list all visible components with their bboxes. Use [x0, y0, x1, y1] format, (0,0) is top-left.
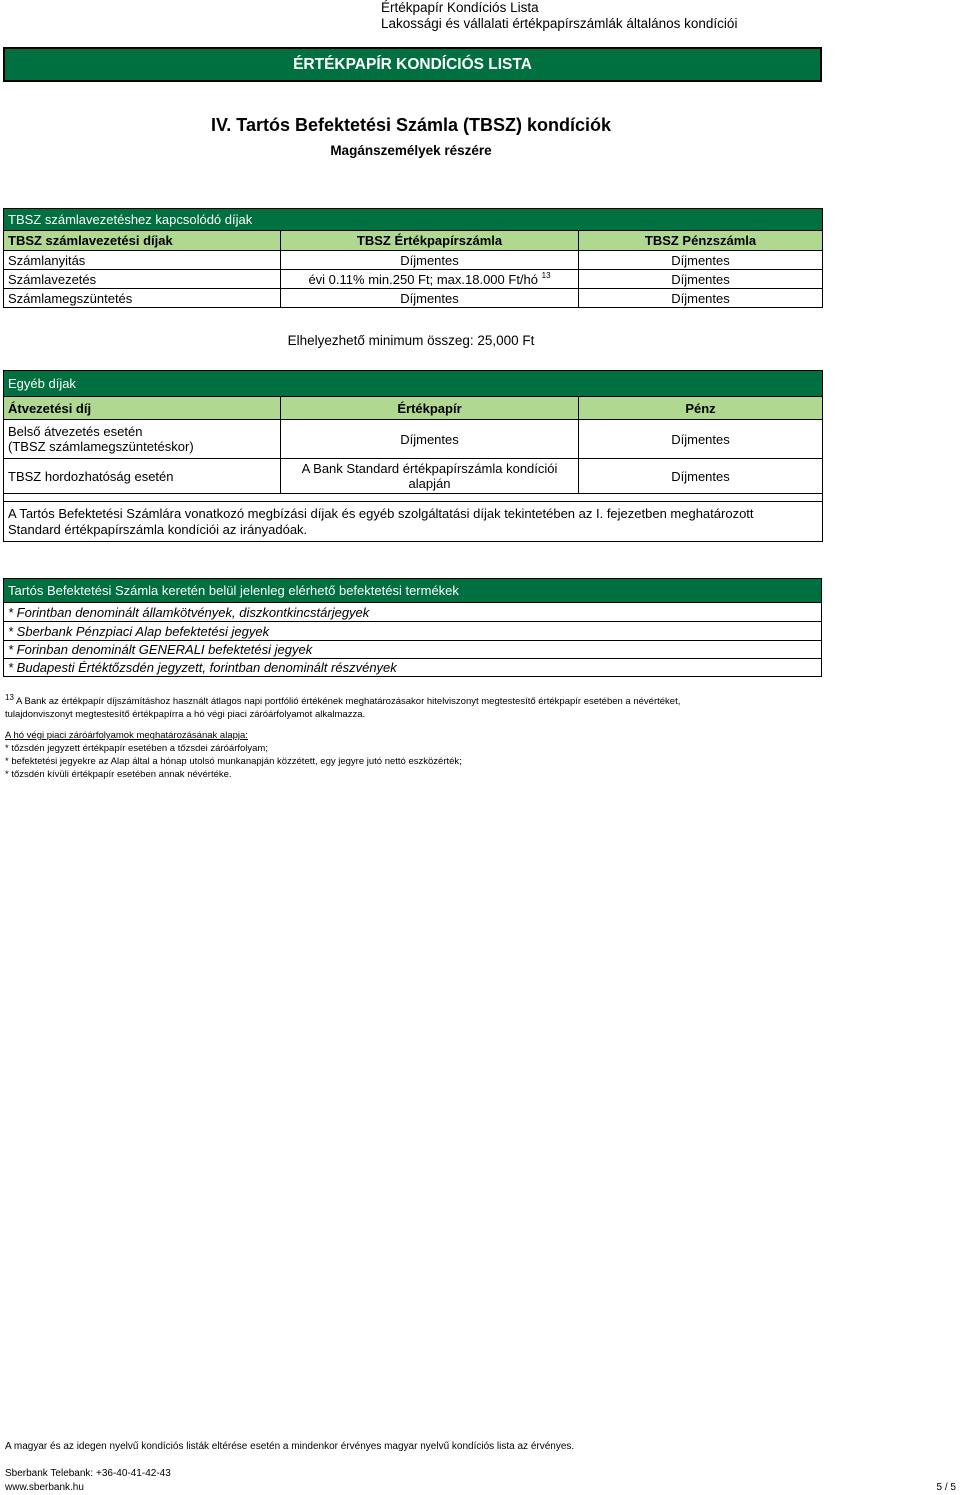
ep-value: [281, 270, 579, 289]
table1-col-3: TBSZ Pénzszámla: [579, 231, 823, 251]
row-label: TBSZ hordozhatóság esetén: [4, 459, 281, 494]
header-line-1: Értékpapír Kondíciós Lista: [381, 0, 539, 15]
table-row: [4, 251, 823, 270]
table1-col-1: TBSZ számlavezetési díjak: [4, 231, 281, 251]
penz-value: Díjmentes: [579, 289, 823, 308]
ep-value-line-2: alapján: [408, 476, 451, 491]
table2-col-2: Értékpapír: [281, 397, 579, 420]
table3-heading: Tartós Befektetési Számla keretén belül jelenleg elérhető befektetési termékek: [4, 579, 822, 603]
table-row: [4, 289, 823, 308]
ep-value: Díjmentes: [281, 289, 579, 308]
table2-col-3: Pénz: [579, 397, 823, 420]
language-disclaimer: A magyar és az idegen nyelvű kondíciós listák eltérése esetén a mindenkor érvényes magyar nyelvű kondíciós lista az érvényes.: [5, 1441, 575, 1452]
row-label: [4, 420, 281, 459]
website-link[interactable]: www.sberbank.hu: [5, 1482, 84, 1493]
footnote-text-2: tulajdonviszonyt megtestesítő értékpapírra a hó végi piaci záróárfolyamot alkalmazza.: [5, 709, 366, 720]
footnote-number: 13: [5, 693, 14, 702]
ep-value: Díjmentes: [281, 420, 579, 459]
row-label: Számlamegszüntetés: [4, 289, 281, 308]
telebank-number: Sberbank Telebank: +36-40-41-42-43: [5, 1468, 171, 1479]
header-line-2: Lakossági és vállalati értékpapírszámlák általános kondíciói: [381, 16, 738, 31]
products-table: [3, 578, 822, 677]
section-subtitle: Magánszemélyek részére: [330, 143, 492, 158]
row-label-line-2: (TBSZ számlamegszüntetéskor): [8, 439, 194, 454]
row-label: Számlanyitás: [4, 251, 281, 270]
ep-value-line-1: A Bank Standard értékpapírszámla kondíciói: [301, 461, 558, 476]
banner-title: ÉRTÉKPAPÍR KONDÍCIÓS LISTA: [3, 47, 822, 82]
tbsz-fees-table: [3, 208, 823, 308]
penz-value: Díjmentes: [579, 251, 823, 270]
ep-value: [281, 459, 579, 494]
footnote-text-1: A Bank az értékpapír díjszámításhoz használt átlagos napi portfólió értékének meghatározásakor hitelviszonyt megtestesítő értékpapír esetében a névértéket,: [16, 696, 681, 707]
basis-heading: A hó végi piaci záróárfolyamok meghatározásának alapja:: [5, 730, 248, 741]
section-title: IV. Tartós Befektetési Számla (TBSZ) kondíciók: [210, 115, 612, 135]
spacer-row: [4, 494, 823, 502]
footnote-13: [5, 695, 680, 721]
list-item: * Budapesti Értéktőzsdén jegyzett, forintban denominált részvények: [4, 659, 822, 677]
table2-col-1: Átvezetési díj: [4, 397, 281, 420]
row-label-line-1: Belső átvezetés esetén: [8, 424, 143, 439]
table-row: [4, 459, 823, 494]
penz-value: Díjmentes: [579, 420, 823, 459]
other-fees-table: [3, 370, 823, 542]
ep-value: Díjmentes: [281, 251, 579, 270]
row-label: Számlavezetés: [4, 270, 281, 289]
ep-value-text: évi 0.11% min.250 Ft; max.18.000 Ft/hó: [308, 271, 538, 287]
footnote-ref: 13: [541, 270, 551, 280]
minimum-amount: Elhelyezhető minimum összeg: 25,000 Ft: [287, 333, 535, 348]
document-header: [381, 0, 737, 32]
table2-heading: Egyéb díjak: [4, 371, 823, 397]
list-item: * Sberbank Pénzpiaci Alap befektetési jegyek: [4, 622, 822, 641]
page-number: 5 / 5: [936, 1482, 956, 1493]
list-item: * Forintban denominált államkötvények, diszkontkincstárjegyek: [4, 603, 822, 622]
table-row: [4, 270, 823, 289]
table-row: [4, 420, 823, 459]
table1-heading: TBSZ számlavezetéshez kapcsolódó díjak: [4, 209, 823, 231]
basis-item: * befektetési jegyekre az Alap által a hónap utolsó munkanapján közzétett, egy jegyre jutó nettó eszközérték;: [5, 756, 462, 767]
basis-item: * tőzsdén kívüli értékpapír esetében annak névértéke.: [5, 769, 232, 780]
basis-item: * tőzsdén jegyzett értékpapír esetében a tőzsdei záróárfolyam;: [5, 743, 268, 754]
table1-col-2: TBSZ Értékpapírszámla: [281, 231, 579, 251]
closing-price-basis: [5, 729, 462, 781]
note-line-1: A Tartós Befektetési Számlára vonatkozó megbízási díjak és egyéb szolgáltatási díjak tekintetében az I. fejezetben meghatározott: [8, 505, 754, 521]
table2-note: [4, 502, 823, 542]
list-item: * Forinban denominált GENERALI befektetési jegyek: [4, 641, 822, 659]
penz-value: Díjmentes: [579, 459, 823, 494]
penz-value: Díjmentes: [579, 270, 823, 289]
note-line-2: Standard értékpapírszámla kondíciói az irányadóak.: [8, 521, 308, 537]
